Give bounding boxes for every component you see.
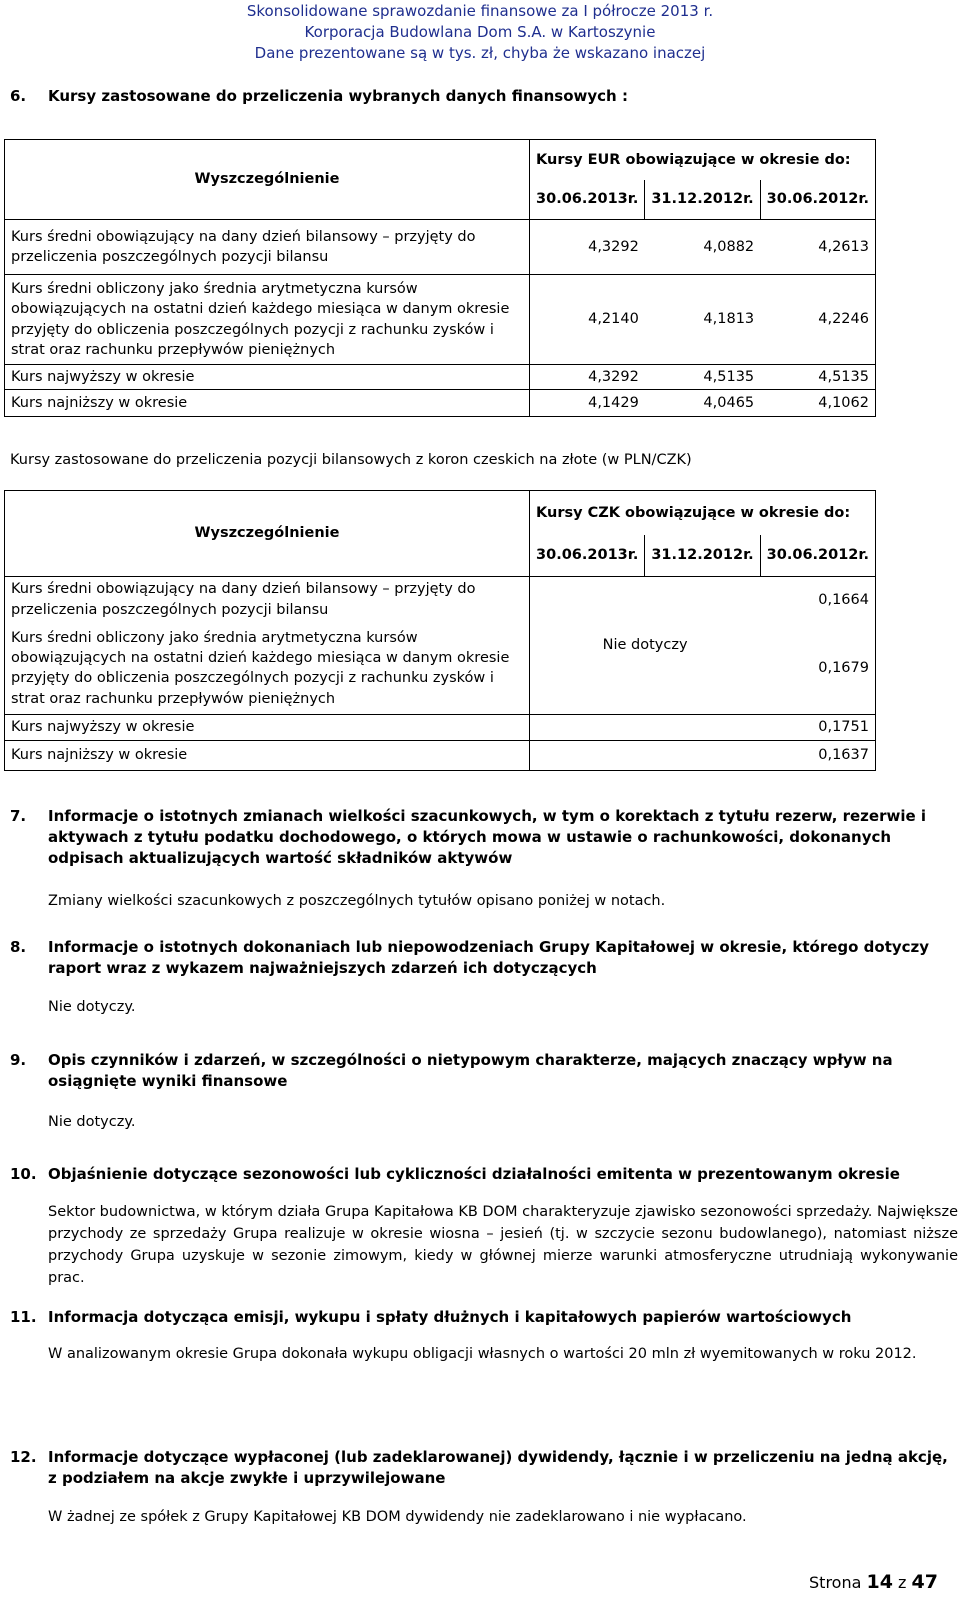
section-title-text: Informacje o istotnych dokonaniach lub niepowodzeniach Grupy Kapitałowej w okresie, którego dotyczy raport wraz z wykazem najważniejszych zdarzeń ich dotyczących: [48, 938, 930, 977]
row-label: Kurs najwyższy w okresie: [5, 365, 530, 390]
section-title-text: Objaśnienie dotyczące sezonowości lub cykliczności działalności emitenta w prezentowanym okresie: [48, 1165, 900, 1183]
czk-not-applicable: Nie dotyczy: [530, 577, 761, 715]
section-number: 8.: [10, 938, 27, 956]
czk-date-2: 31.12.2012r.: [645, 535, 760, 577]
row-value: 4,2246: [760, 275, 875, 365]
section-title-text: Informacje o istotnych zmianach wielkości szacunkowych, w tym o korektach z tytułu rezerw, rezerwie i aktywach z tytułu podatku dochodowego, o których mowa w ustawie o rachunkowości, dokonanych odpisach aktualizujących wartość składników aktywów: [48, 807, 927, 867]
footer-page-number: 14: [866, 1571, 893, 1594]
czk-group-header: Kursy CZK obowiązujące w okresie do:: [530, 491, 876, 535]
section-12: [10, 1447, 958, 1527]
section-body: Nie dotyczy.: [48, 1114, 136, 1130]
row-value: 4,1429: [530, 390, 645, 417]
row-label: Kurs najniższy w okresie: [5, 390, 530, 417]
section-title-text: Kursy zastosowane do przeliczenia wybranych danych finansowych :: [48, 87, 628, 105]
row-value: 0,1637: [530, 741, 876, 771]
table-row: [5, 275, 876, 365]
eur-date-1: 30.06.2013r.: [530, 180, 645, 220]
section-body: W analizowanym okresie Grupa dokonała wykupu obligacji własnych o wartości 20 mln zł wyemitowanych w roku 2012.: [48, 1346, 917, 1362]
eur-col-header: Wyszczególnienie: [5, 140, 530, 220]
header-line-1: Skonsolidowane sprawozdanie finansowe za I półrocze 2013 r.: [246, 2, 714, 20]
eur-group-header: Kursy EUR obowiązujące w okresie do:: [530, 140, 876, 180]
footer-separator: z: [898, 1573, 907, 1593]
table-row: [5, 390, 876, 417]
section-number: 7.: [10, 807, 27, 825]
row-value: 0,1679: [760, 623, 875, 715]
section-6-title: [10, 86, 628, 107]
table-row: [5, 741, 876, 771]
section-title-text: Opis czynników i zdarzeń, w szczególności o nietypowym charakterze, mających znaczący wpływ na osiągnięte wyniki finansowe: [48, 1051, 893, 1090]
row-value: 4,5135: [760, 365, 875, 390]
row-label: Kurs średni obliczony jako średnia arytmetyczna kursów obowiązujących na ostatni dzień każdego miesiąca w danym okresie przyjęty do obliczenia poszczególnych pozycji z rachunku zysków i strat oraz rachunku przepływów pieniężnych: [5, 275, 530, 365]
document-header: [0, 0, 960, 65]
row-value: 0,1664: [760, 577, 875, 623]
row-value: 4,0465: [645, 390, 760, 417]
section-number: 11.: [10, 1308, 37, 1326]
table-row: [5, 220, 876, 275]
header-line-2: Korporacja Budowlana Dom S.A. w Kartoszynie: [304, 23, 656, 41]
czk-caption: Kursy zastosowane do przeliczenia pozycji bilansowych z koron czeskich na złote (w PLN/CZK): [10, 452, 692, 468]
row-label: Kurs średni obowiązujący na dany dzień bilansowy – przyjęty do przeliczenia poszczególnych pozycji bilansu: [5, 577, 530, 623]
czk-col-header: Wyszczególnienie: [5, 491, 530, 577]
section-body: Sektor budownictwa, w którym działa Grupa Kapitałowa KB DOM charakteryzuje zjawisko sezonowości sprzedaży. Największe przychody ze sprzedaży Grupa realizuje w okresie wiosna – jesień (tj. w szczycie sezonu budowlanego), natomiast niższe przychody Grupa uzyskuje w sezonie zimowym, kiedy w głównej mierze warunki atmosferyczne utrudniają wykonywanie prac.: [48, 1204, 958, 1287]
section-7: [10, 806, 958, 911]
footer-total-pages: 47: [911, 1571, 938, 1594]
eur-rates-table: [4, 139, 876, 417]
section-title-text: Informacje dotyczące wypłaconej (lub zadeklarowanej) dywidendy, łącznie i w przeliczeniu na jedną akcję, z podziałem na akcje zwykłe i uprzywilejowane: [48, 1448, 948, 1487]
row-label: Kurs najniższy w okresie: [5, 741, 530, 771]
row-value: 4,3292: [530, 220, 645, 275]
czk-date-3: 30.06.2012r.: [760, 535, 875, 577]
section-body: Nie dotyczy.: [48, 999, 136, 1015]
row-label: Kurs najwyższy w okresie: [5, 715, 530, 741]
section-number: 12.: [10, 1448, 37, 1466]
section-title-text: Informacja dotycząca emisji, wykupu i spłaty dłużnych i kapitałowych papierów wartościowych: [48, 1308, 852, 1326]
section-10: [10, 1164, 958, 1289]
row-value: 4,5135: [645, 365, 760, 390]
czk-date-1: 30.06.2013r.: [530, 535, 645, 577]
table-row: [5, 577, 876, 623]
header-line-3: Dane prezentowane są w tys. zł, chyba że wskazano inaczej: [254, 44, 706, 62]
row-value: 0,1751: [530, 715, 876, 741]
row-value: 4,3292: [530, 365, 645, 390]
section-number: 10.: [10, 1165, 37, 1183]
section-9: [10, 1050, 958, 1132]
section-8: [10, 937, 958, 1017]
footer-prefix: Strona: [809, 1573, 862, 1593]
row-value: 4,0882: [645, 220, 760, 275]
section-number: 9.: [10, 1051, 27, 1069]
czk-rates-table: [4, 490, 876, 771]
section-body: W żadnej ze spółek z Grupy Kapitałowej KB DOM dywidendy nie zadeklarowano i nie wypłacano.: [48, 1509, 747, 1525]
table-row: [5, 365, 876, 390]
section-number: 6.: [10, 87, 27, 105]
section-11: [10, 1307, 958, 1364]
page-footer: [809, 1569, 938, 1596]
row-label: Kurs średni obowiązujący na dany dzień bilansowy – przyjęty do przeliczenia poszczególnych pozycji bilansu: [5, 220, 530, 275]
row-value: 4,2140: [530, 275, 645, 365]
row-value: 4,1813: [645, 275, 760, 365]
row-value: 4,1062: [760, 390, 875, 417]
table-row: [5, 715, 876, 741]
row-value: 4,2613: [760, 220, 875, 275]
eur-date-2: 31.12.2012r.: [645, 180, 760, 220]
section-body: Zmiany wielkości szacunkowych z poszczególnych tytułów opisano poniżej w notach.: [48, 893, 666, 909]
row-label: Kurs średni obliczony jako średnia arytmetyczna kursów obowiązujących na ostatni dzień każdego miesiąca w danym okresie przyjęty do obliczenia poszczególnych pozycji z rachunku zysków i strat oraz rachunku przepływów pieniężnych: [5, 623, 530, 715]
eur-date-3: 30.06.2012r.: [760, 180, 875, 220]
